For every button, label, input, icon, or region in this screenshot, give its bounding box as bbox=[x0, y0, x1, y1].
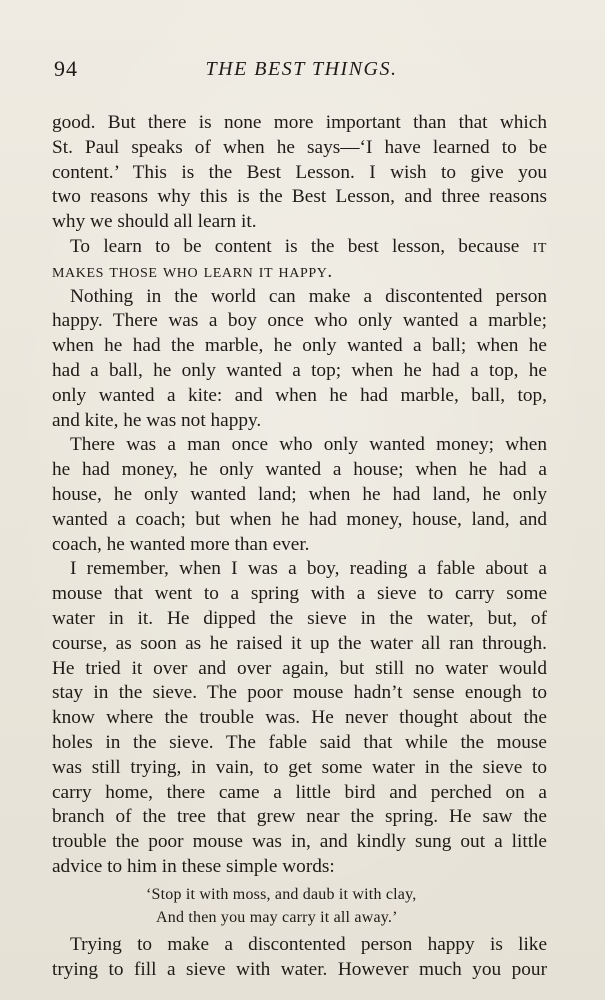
text-line: trouble the poor mouse was in, and kindly sung out a little bbox=[52, 831, 547, 853]
page-number: 94 bbox=[54, 56, 78, 81]
text-line: why we should all learn it. bbox=[52, 211, 257, 233]
text-line: He tried it over and over again, but still no water would bbox=[52, 657, 547, 679]
text-line: had a ball, he only wanted a top; when he had a top, he bbox=[52, 359, 547, 381]
text-line: Trying to make a discontented person happy is like bbox=[70, 933, 547, 955]
text-line: house, he only wanted land; when he had land, he only bbox=[52, 483, 547, 505]
paragraph-4 bbox=[52, 433, 547, 557]
text-line: and kite, he was not happy. bbox=[52, 409, 262, 431]
text-line: carry home, there came a little bird and perched on a bbox=[52, 781, 547, 803]
text-line: was still trying, in vain, to get some water in the sieve to bbox=[52, 756, 547, 778]
verse-line: ‘Stop it with moss, and daub it with clay, bbox=[146, 885, 417, 903]
paragraph-3 bbox=[52, 285, 547, 434]
running-title: THE BEST THINGS. bbox=[205, 58, 398, 80]
text-run: To learn to be content is the best lesson, because bbox=[70, 235, 533, 257]
text-line: St. Paul speaks of when he says—‘I have learned to be bbox=[52, 136, 547, 158]
page-body bbox=[52, 111, 547, 982]
page-header bbox=[54, 56, 549, 90]
small-caps-line: makes those who learn it happy. bbox=[52, 260, 333, 282]
text-line: stay in the sieve. The poor mouse hadn’t sense enough to bbox=[52, 682, 547, 704]
paragraph-6 bbox=[52, 933, 547, 983]
text-line: content.’ This is the Best Lesson. I wish to give you bbox=[52, 161, 547, 183]
text-line: course, as soon as he raised it up the water all ran through. bbox=[52, 632, 547, 654]
text-line: coach, he wanted more than ever. bbox=[52, 533, 310, 555]
text-line: branch of the tree that grew near the spring. He saw the bbox=[52, 806, 547, 828]
text-line: good. But there is none more important than that which bbox=[52, 112, 547, 133]
text-line: wanted a coach; but when he had money, house, land, and bbox=[52, 508, 547, 530]
text-line: only wanted a kite: and when he had marble, ball, top, bbox=[52, 384, 547, 406]
text-line: Nothing in the world can make a discontented person bbox=[70, 285, 547, 307]
text-line: There was a man once who only wanted money; when bbox=[70, 434, 547, 456]
paragraph-5 bbox=[52, 557, 547, 879]
paragraph-2 bbox=[52, 235, 547, 285]
text-line: mouse that went to a spring with a sieve to carry some bbox=[52, 583, 547, 605]
text-line: water in it. He dipped the sieve in the water, but, of bbox=[52, 607, 547, 629]
text-line: advice to him in these simple words: bbox=[52, 855, 335, 877]
text-line: trying to fill a sieve with water. However much you pour bbox=[52, 958, 547, 980]
text-line: when he had the marble, he only wanted a ball; when he bbox=[52, 335, 547, 357]
text-line: know where the trouble was. He never thought about the bbox=[52, 707, 547, 729]
text-line bbox=[52, 235, 547, 260]
verse-quote bbox=[52, 883, 547, 929]
paragraph-1 bbox=[52, 111, 547, 235]
text-line: happy. There was a boy once who only wanted a marble; bbox=[52, 310, 547, 332]
text-line: holes in the sieve. The fable said that while the mouse bbox=[52, 731, 547, 753]
small-caps-run: it bbox=[532, 235, 547, 257]
verse-line: And then you may carry it all away.’ bbox=[156, 908, 398, 926]
text-line: he had money, he only wanted a house; when he had a bbox=[52, 459, 547, 481]
text-line: I remember, when I was a boy, reading a fable about a bbox=[70, 558, 547, 580]
text-line: two reasons why this is the Best Lesson, and three reasons bbox=[52, 186, 547, 208]
